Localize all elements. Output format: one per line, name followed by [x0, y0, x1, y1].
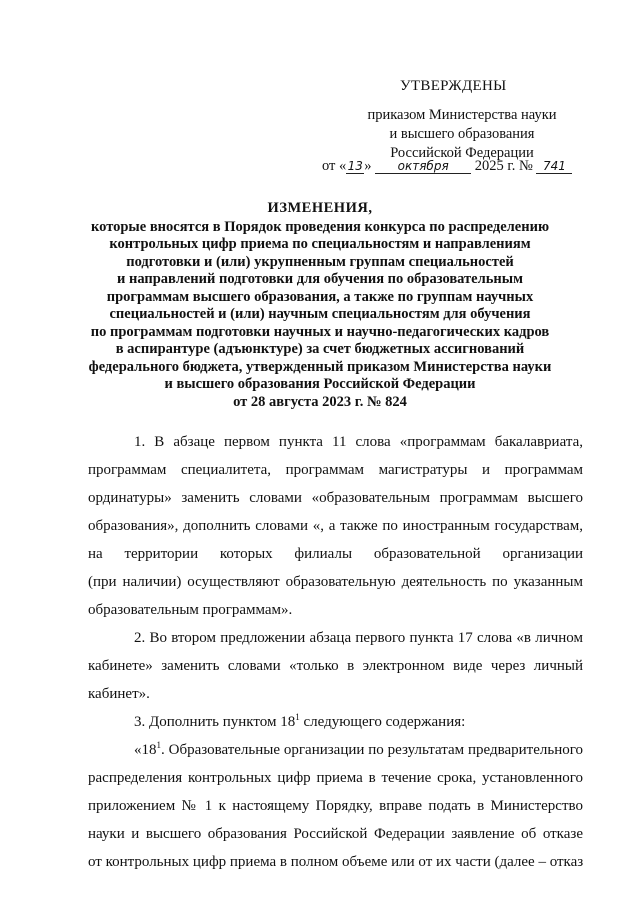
- document-body: [88, 428, 583, 876]
- text-line: 1. В абзаце первом пункта 11 слова «программам бакалавриата,: [134, 434, 583, 450]
- title-line: специальностей и (или) научным специальностям для обучения: [109, 306, 531, 322]
- handwritten-month: октября: [375, 159, 471, 174]
- text-line: на территории которых филиалы образовательной организации: [88, 546, 583, 562]
- text-line: кабинете» заменить словами «только в электронном виде через личный: [88, 658, 583, 674]
- order-line: Российской Федерации: [390, 145, 534, 161]
- text-line: распределения контрольных цифр приема в течение срока, установленного: [88, 770, 583, 786]
- order-date-line: [322, 158, 572, 175]
- title-line: по программам подготовки научных и научно-педагогических кадров: [90, 323, 550, 340]
- text-line: от контрольных цифр приема в полном объеме или от их части (далее – отказ: [88, 854, 584, 870]
- text-line: ординатуры» заменить словами «образовательным программам высшего: [88, 490, 583, 506]
- text-line: образовательным программам».: [88, 602, 293, 618]
- order-reference: [352, 106, 572, 163]
- p4-text: «18: [134, 742, 157, 758]
- text-line: науки и высшего образования Российской Федерации заявление об отказе: [88, 826, 583, 842]
- order-line: приказом Министерства науки: [367, 107, 557, 123]
- text-line: приложением № 1 к настоящему Порядку, вправе подать в Министерство: [88, 798, 583, 814]
- title-line: которые вносятся в Порядок проведения конкурса по распределению: [90, 218, 550, 235]
- handwritten-day: 13: [347, 159, 363, 173]
- paragraph-2: [88, 624, 583, 708]
- title-line: контрольных цифр приема по специальностям и направлениям: [109, 236, 531, 252]
- p3-text: следующего содержания:: [299, 714, 466, 730]
- title-line: от 28 августа 2023 г. № 824: [233, 393, 407, 410]
- superscript: 1: [156, 740, 161, 750]
- paragraph-3: [88, 708, 583, 736]
- title-line: подготовки и (или) укрупненным группам специальностей: [126, 253, 514, 270]
- paragraph-1: [88, 428, 583, 624]
- p4-text: . Образовательные организации по результатам предварительного: [161, 742, 583, 758]
- text-line: кабинет».: [88, 686, 150, 702]
- order-line: и высшего образования: [389, 126, 535, 142]
- title-line: федерального бюджета, утвержденный приказом Министерства науки: [88, 358, 552, 375]
- p3-text: 3. Дополнить пунктом 18: [134, 714, 296, 730]
- handwritten-order-number: 741: [536, 159, 572, 174]
- text-line: [88, 708, 583, 736]
- text-line: (при наличии) осуществляют образовательную деятельность по указанным: [88, 574, 583, 590]
- title-line: программам высшего образования, а также по группам научных: [106, 288, 534, 305]
- text-line: образования», дополнить словами «, а также по иностранным государствам,: [88, 518, 583, 534]
- text-line: 2. Во втором предложении абзаца первого пункта 17 слова «в личном: [134, 630, 583, 646]
- title-heading: ИЗМЕНЕНИЯ,: [267, 200, 373, 216]
- superscript: 1: [295, 712, 300, 722]
- paragraph-4: [88, 736, 583, 876]
- date-mid: »: [364, 158, 376, 174]
- document-title: [40, 200, 600, 411]
- title-line: и направлений подготовки для обучения по образовательным: [117, 271, 523, 287]
- title-line: в аспирантуре (адъюнктуре) за счет бюджетных ассигнований: [115, 341, 525, 357]
- title-line: и высшего образования Российской Федерации: [164, 376, 476, 392]
- approved-label: УТВЕРЖДЕНЫ: [400, 78, 507, 94]
- text-line: программам специалитета, программам магистратуры и программам: [88, 462, 583, 478]
- text-line: [88, 736, 583, 764]
- date-year: 2025 г. №: [471, 158, 537, 174]
- date-prefix: от «: [322, 158, 347, 174]
